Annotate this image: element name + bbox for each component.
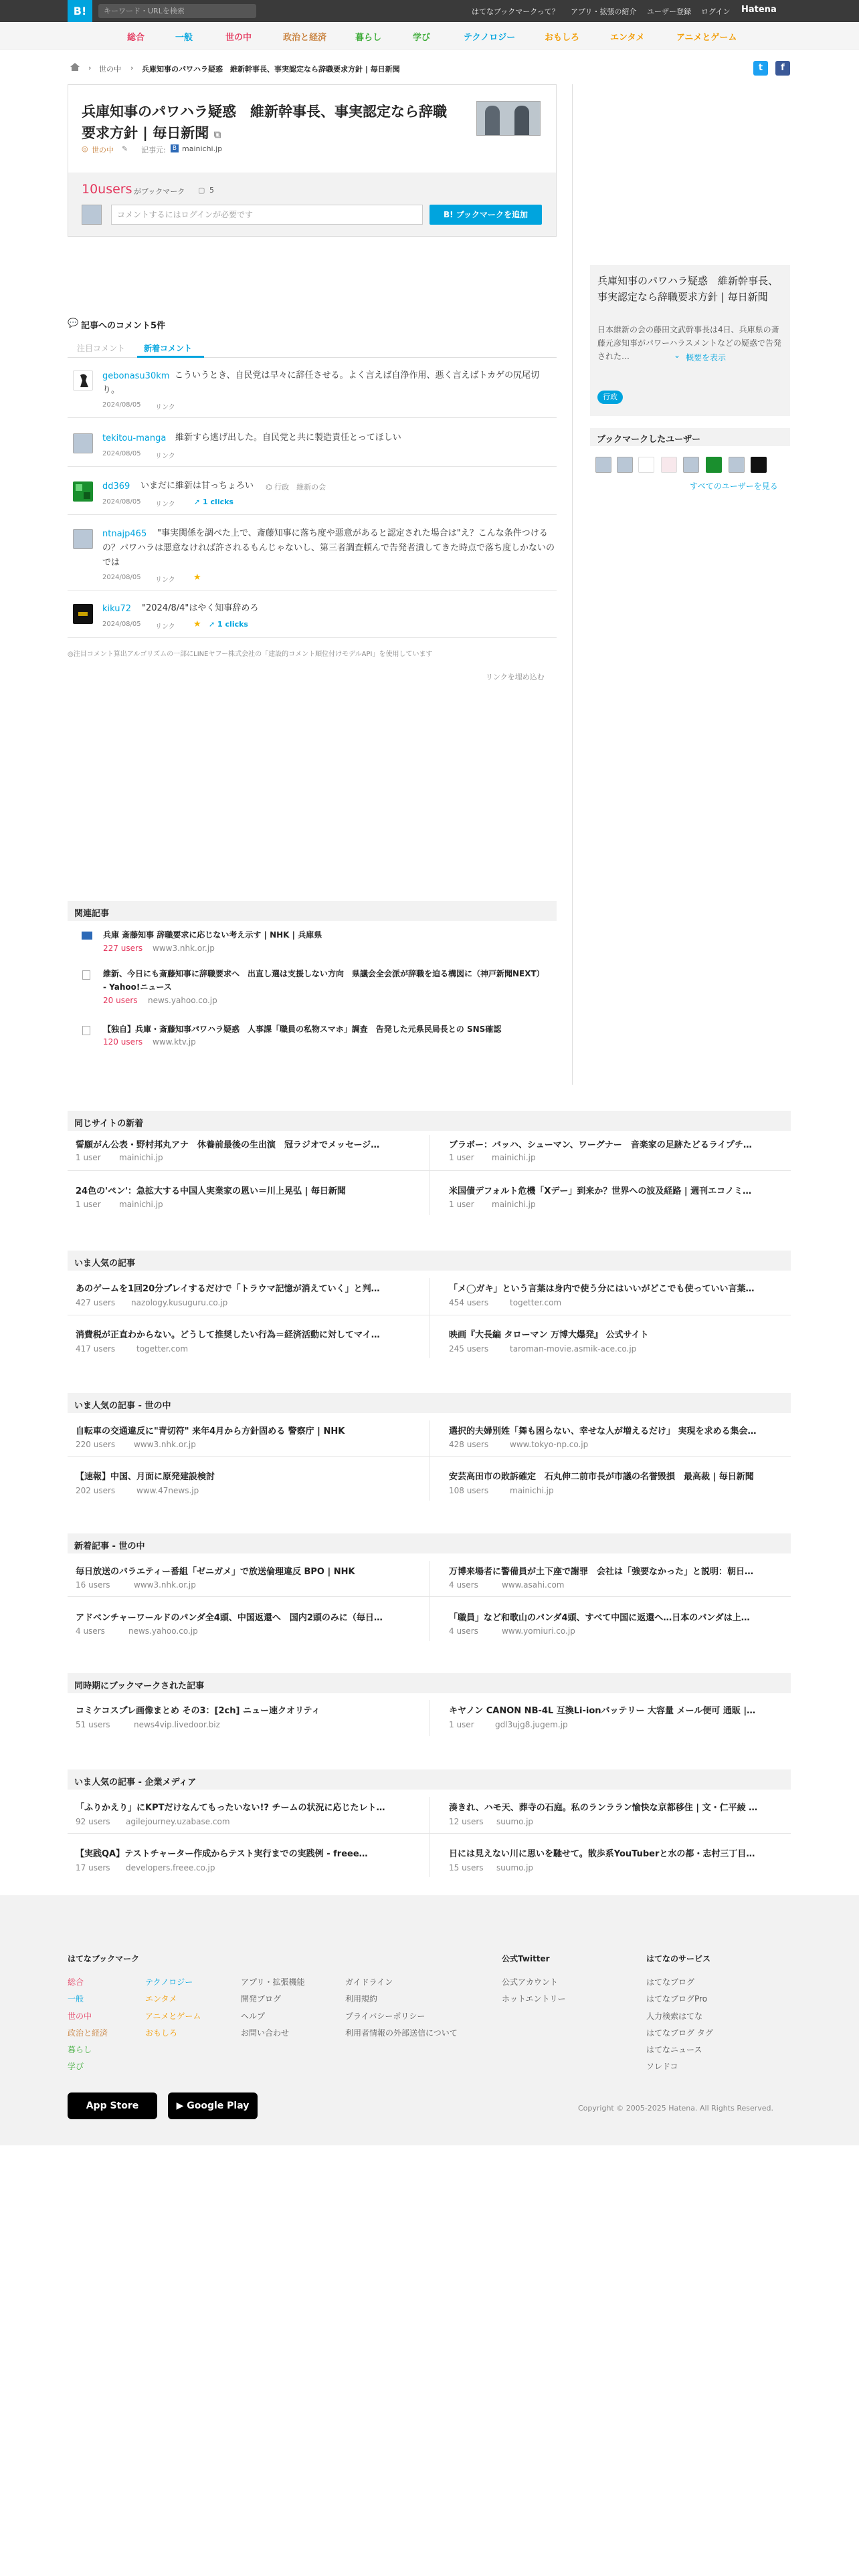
related-item-title[interactable]: 兵庫 斎藤知事 辞職要求に応じない考え示す | NHK | 兵庫県 [103,930,322,940]
register-link[interactable]: ユーザー登録 [647,7,691,16]
document-icon [82,970,90,980]
related-heading: 関連記事 [74,909,110,919]
list-item-users[interactable]: 12 users [449,1817,484,1826]
list-item-site[interactable]: www.asahi.com [502,1580,565,1590]
footer-link[interactable]: ヘルプ [241,2012,266,2021]
list-item-title[interactable]: 24色の'ペン'：急拡大する中国人実業家の恩い＝川上晃弘 | 毎日新聞 [76,1186,346,1196]
avatar[interactable] [683,457,699,473]
avatar[interactable] [73,481,93,502]
footer-services-heading: はてなのサービス [646,1954,711,1963]
list-item-users[interactable]: 454 users [449,1298,489,1307]
list-item-users[interactable]: 108 users [449,1486,489,1495]
comment-link[interactable]: リンク [155,453,175,460]
bookmark-users-count[interactable]: 10users [82,182,132,197]
list-item-users[interactable]: 4 users [76,1626,105,1636]
bookmark-count: 5 [209,186,214,195]
footer-twitter-heading: 公式Twitter [502,1954,550,1963]
clicks-count[interactable]: ➚ 1 clicks [209,620,248,629]
list-item-site[interactable]: taroman-movie.asmik-ace.co.jp [510,1344,637,1354]
section-heading: いま人気の記事 - 世の中 [74,1401,171,1411]
section-heading-bar [68,1251,791,1271]
section-heading: いま人気の記事 [74,1259,136,1269]
avatar[interactable] [73,529,93,549]
footer-link[interactable]: プライバシーポリシー [345,2012,425,2021]
footer-link[interactable]: アプリ・拡張機能 [241,1977,305,1987]
footer-link[interactable]: 暮らし [68,2045,92,2054]
login-link[interactable]: ログイン [701,7,731,16]
nav-anime-game[interactable]: アニメとゲーム [676,33,737,43]
hatena-bookmark-logo[interactable]: B! [68,0,92,22]
section-heading-bar [68,1111,791,1131]
list-item-title[interactable]: 「メ◯ガキ」という言葉は身内で使う分にはいいがどこでも使っていい言葉… [449,1284,755,1294]
comment-user[interactable]: gebonasu30km [102,371,170,381]
footer-link[interactable]: 公式アカウント [502,1977,558,1987]
list-item-title[interactable]: 日には見えない川に思いを馳せて。散歩系YouTuberと水の都・志村三丁目… [449,1849,755,1859]
comment-link[interactable]: リンク [155,576,175,584]
star-icon[interactable]: ★ [193,572,201,582]
tab-popular-comments[interactable]: 注目コメント [77,344,126,353]
related-item-site[interactable]: www3.nhk.or.jp [153,944,215,953]
avatar[interactable] [638,457,654,473]
comment-text: "事実関係を調べた上で、斎藤知事に落ち度や悪意があると認定された場合は"え？こんな条件つけるの？パワハラは悪意なければ許されるもんじゃないし、第三者調査頼んで告発者潰してきた時点で落ち度しかないのでは [102,528,555,568]
breadcrumb-category[interactable]: 世の中 [99,65,121,74]
list-item-site[interactable]: www.47news.jp [136,1486,199,1495]
comment-user[interactable]: dd369 [102,481,130,492]
comment-icon: 💬 [68,318,79,328]
list-item-site[interactable]: www3.nhk.or.jp [134,1440,196,1449]
footer-link[interactable]: ホットエントリー [502,1994,566,2004]
avatar[interactable] [73,433,93,453]
comment-date[interactable]: 2024/08/05 [102,401,141,409]
avatar[interactable] [73,604,93,624]
list-item-users[interactable]: 245 users [449,1344,489,1354]
nav-technology[interactable]: テクノロジー [464,33,516,43]
footer-link[interactable]: アニメとゲーム [145,2012,201,2021]
section-heading: 新着記事 - 世の中 [74,1541,145,1551]
nav-general[interactable]: 総合 [127,33,145,43]
comment-tags: ⌬ 行政 維新の会 [266,483,326,492]
footer-link[interactable]: 利用規約 [345,1994,378,2004]
footer-link[interactable]: 人力検索はてな [646,2012,703,2021]
list-item-title[interactable]: 消費税が正直わからない。どうして推奨したい行為＝経済活動に対してマイ… [76,1330,380,1340]
star-icon[interactable]: ★ [193,619,201,629]
nav-learning[interactable]: 学び [413,33,431,43]
comments-heading: 記事へのコメント5件 [81,321,166,331]
play-icon: ▶ [176,2101,187,2111]
comment-date[interactable]: 2024/08/05 [102,574,141,581]
list-item-users[interactable]: 1 user [449,1200,474,1209]
footer-link[interactable]: はてなブログ タグ [646,2028,713,2038]
comment-input[interactable]: コメントするにはログインが必要です [111,205,423,225]
related-item-users[interactable]: 120 users [103,1037,143,1047]
section-heading-bar [68,1533,791,1553]
google-play-badge[interactable]: ▶ Google Play [168,2092,258,2119]
twitter-share-icon[interactable]: t [753,61,768,76]
comment-date[interactable]: 2024/08/05 [102,450,141,457]
avatar[interactable] [595,457,611,473]
section-heading-bar [68,1393,791,1413]
category-nav [0,22,859,49]
list-item-site[interactable]: news.yahoo.co.jp [128,1626,198,1636]
comment-algorithm-note: ◎注目コメント算出アルゴリズムの一部にLINEヤフー株式会社の「建設的コメント順位付けモデルAPI」を使用しています [68,651,433,658]
footer-link[interactable]: はてなブログPro [646,1994,708,2004]
list-item-site[interactable]: mainichi.jp [119,1153,163,1162]
external-link-icon[interactable]: ⧉ [213,128,221,140]
avatar[interactable] [661,457,677,473]
footer-link[interactable]: 総合 [68,1977,84,1987]
tab-new-comments[interactable]: 新着コメント [144,344,193,353]
list-item-title[interactable]: キヤノン CANON NB-4L 互換Li-ionバッテリー 大容量 メール便可 通販 |… [449,1706,756,1716]
footer-link[interactable]: ソレドコ [646,2062,678,2071]
list-item-users[interactable]: 17 users [76,1863,110,1872]
list-item-title[interactable]: コミケコスプレ画像まとめ その3：[2ch] ニュー速クオリティ [76,1706,320,1716]
section-heading: 同じサイトの新着 [74,1119,144,1129]
list-item-users[interactable]: 428 users [449,1440,489,1449]
list-item-site[interactable]: www.yomiuri.co.jp [502,1626,575,1636]
related-item-site[interactable]: www.ktv.jp [153,1037,196,1047]
section-heading-bar [68,1673,791,1693]
chevron-down-icon[interactable]: ⌄ [674,350,681,360]
footer-link[interactable]: テクノロジー [145,1977,193,1987]
add-bookmark-button[interactable]: B! ブックマークを追加 [430,205,542,225]
avatar[interactable] [729,457,745,473]
list-item-title[interactable]: 選択的夫婦別姓「舞も困らない、幸せな人が増えるだけ」 実現を求める集会… [449,1426,757,1436]
list-item-title[interactable]: 安芸高田市の敗訴確定 石丸伸二前市長が市議の名誉毀損 最高裁 | 毎日新聞 [449,1472,754,1482]
entry-category[interactable]: 世の中 [92,146,114,154]
about-link[interactable]: はてなブックマークって？ [472,7,559,16]
home-icon[interactable] [70,62,80,72]
site-favicon [82,932,92,940]
source-label: 記事元: [141,146,166,154]
comment-user[interactable]: ntnajp465 [102,529,147,539]
avatar[interactable] [617,457,633,473]
avatar[interactable] [751,457,767,473]
list-item-users[interactable]: 51 users [76,1720,110,1729]
list-item-users[interactable]: 1 user [76,1153,101,1162]
document-icon [82,1026,90,1035]
list-item-title[interactable]: 映画『大長編 タローマン 万博大爆発』 公式サイト [449,1330,649,1340]
section-heading: 同時期にブックマークされた記事 [74,1681,205,1691]
clicks-count[interactable]: ➚ 1 clicks [194,498,233,506]
list-item-site[interactable]: togetter.com [510,1298,562,1307]
avatar[interactable] [706,457,722,473]
bookmark-label: がブックマーク [134,187,185,196]
footer-bookmark-heading: はてなブックマーク [68,1954,140,1963]
list-item-site[interactable]: mainichi.jp [510,1486,554,1495]
list-item-users[interactable]: 4 users [449,1626,478,1636]
comment-count-icon: ▢ [198,186,205,195]
breadcrumb-current: 兵庫知事のパワハラ疑惑 維新幹事長、事実認定なら辞職要求方針 | 毎日新聞 [142,65,400,74]
list-item-title[interactable]: 毎日放送のバラエティー番組「ゼニガメ」で放送倫理違反 BPO | NHK [76,1567,355,1577]
all-users-link[interactable]: すべてのユーザーを見る [690,481,778,491]
nav-ippan[interactable]: 一般 [175,33,193,43]
list-item-title[interactable]: 【速報】中国、月面に原発建設検討 [76,1472,215,1482]
footer-link[interactable]: 利用者情報の外部送信について [345,2028,458,2038]
list-item-site[interactable]: mainichi.jp [492,1200,536,1209]
footer-link[interactable]: 開発ブログ [241,1994,282,2004]
entry-title[interactable]: 兵庫知事のパワハラ疑惑 維新幹事長、事実認定なら辞職要求方針 | 毎日新聞 ⧉ [82,104,447,141]
list-item-title[interactable]: 【実践QA】テストチャーター作成からテスト実行までの実践例 - freee… [76,1849,368,1859]
copyright: Copyright © 2005-2025 Hatena. All Rights Reserved. [578,2104,774,2113]
footer-link[interactable]: はてなニュース [646,2045,702,2054]
list-item-site[interactable]: agilejourney.uzabase.com [126,1817,230,1826]
list-item-site[interactable]: suumo.jp [496,1817,534,1826]
footer-link[interactable]: ガイドライン [345,1977,393,1987]
entry-thumbnail[interactable] [476,101,541,136]
list-item-title[interactable]: アドベンチャーワールドのパンダ全4頭、中国返還へ 国内2頭のみに（毎日… [76,1613,383,1623]
comment-user[interactable]: kiku72 [102,604,132,614]
apps-link[interactable]: アプリ・拡張の紹介 [571,7,637,16]
list-item-site[interactable]: gdl3ujg8.jugem.jp [495,1720,568,1729]
list-item-users[interactable]: 1 user [449,1720,474,1729]
list-item-users[interactable]: 417 users [76,1344,116,1354]
comment-date[interactable]: 2024/08/05 [102,498,141,506]
list-item-site[interactable]: togetter.com [136,1344,189,1354]
entry-source[interactable]: mainichi.jp [182,144,223,153]
tag-badge[interactable]: 行政 [597,391,623,404]
footer-link[interactable]: 学び [68,2062,84,2071]
hatena-brand[interactable]: Hatena [741,5,777,15]
footer-link[interactable]: はてなブログ [646,1977,695,1987]
footer-link[interactable]: 世の中 [68,2012,92,2021]
show-summary-link[interactable]: 概要を表示 [686,353,727,362]
related-item-title[interactable]: 【独自】兵庫・斎藤知事パワハラ疑惑 人事課「職員の私物スマホ」調査 告発した元県民局長との SNS確認 [103,1025,502,1034]
comment-date[interactable]: 2024/08/05 [102,621,141,628]
list-item-site[interactable]: developers.freee.co.jp [126,1863,215,1872]
related-heading-bar [68,901,557,921]
breadcrumb-sep-icon: › [88,64,92,72]
list-item-users[interactable]: 4 users [449,1580,478,1590]
list-item-title[interactable]: ブラボー：バッハ、シューマン、ワーグナー 音楽家の足跡たどるライプチ… [449,1140,752,1150]
list-item-title[interactable]: 「ふりかえり」にKPTだけなんてもったいない!? チームの状況に応じたレト… [76,1803,385,1813]
nav-fun[interactable]: おもしろ [545,33,580,43]
nav-society[interactable]: 世の中 [225,33,252,43]
list-item-title[interactable]: 万博来場者に警備員が土下座で謝罪 会社は「強要なかった」と説明：朝日… [449,1567,754,1577]
category-icon: ◎ [82,144,88,153]
source-favicon: B [171,144,179,152]
comment-text: 維新すら逃げ出した。自民党と共に製造責任とってほしい [175,433,401,443]
facebook-share-icon[interactable]: f [775,61,790,76]
nav-life[interactable]: 暮らし [355,33,382,43]
nav-entertainment[interactable]: エンタメ [610,33,645,43]
section-heading-bar [68,1769,791,1790]
footer-link[interactable]: 一般 [68,1994,84,2004]
related-item-users[interactable]: 227 users [103,944,143,953]
bookmark-users-heading: ブックマークしたユーザー [597,435,701,445]
list-item-title[interactable]: 誓願がん公表・野村邦丸アナ 休養前最後の生出演 冠ラジオでメッセージ… [76,1140,380,1150]
section-heading: いま人気の記事 - 企業メディア [74,1778,197,1788]
related-item-users[interactable]: 20 users [103,996,138,1005]
list-item-site[interactable]: suumo.jp [496,1863,534,1872]
comment-link[interactable]: リンク [155,623,175,631]
list-item-title[interactable]: 「職員」など和歌山のパンダ4頭、すべて中国に返還へ…日本のパンダは上… [449,1613,750,1623]
list-item-users[interactable]: 202 users [76,1486,116,1495]
footer-link[interactable]: おもしろ [145,2028,178,2038]
comment-text: こういうとき、自民党は早々に辞任させる。よく言えば自浄作用、悪く言えばトカゲの尻尾切り。 [102,370,540,395]
list-item-site[interactable]: mainichi.jp [119,1200,163,1209]
app-store-badge[interactable]: App Store [68,2092,157,2119]
list-item-site[interactable]: news4vip.livedoor.biz [134,1720,220,1729]
list-item-title[interactable]: 自転車の交通違反に"青切符" 来年4月から方針固める 警察庁 | NHK [76,1426,345,1436]
avatar[interactable] [73,370,93,391]
list-item-users[interactable]: 1 user [76,1200,101,1209]
list-item-site[interactable]: www3.nhk.or.jp [134,1580,196,1590]
footer-link[interactable]: お問い合わせ [241,2028,290,2038]
footer-link[interactable]: 政治と経済 [68,2028,108,2038]
comment-text: "2024/8/4"はやく知事辞めろ [142,603,259,613]
list-item-site[interactable]: mainichi.jp [492,1153,536,1162]
list-item-site[interactable]: www.tokyo-np.co.jp [510,1440,589,1449]
related-item-title[interactable]: 維新、今日にも斎藤知事に辞職要求へ 出直し選は支援しない方向 県議会全会派が辞職を迫る構図に（神戸新聞NEXT） - Yahoo!ニュース [103,969,545,992]
embed-link[interactable]: リンクを埋め込む [486,673,545,681]
list-item-users[interactable]: 427 users [76,1298,116,1307]
sidebar-summary-text: 日本維新の会の藤田文武幹事長は4日、兵庫県の斎藤元彦知事がパワーハラスメントなどの疑惑で告発された… [597,325,782,361]
footer-link[interactable]: エンタメ [145,1994,177,2004]
edit-icon[interactable]: ✎ [122,144,128,153]
sidebar-title[interactable]: 兵庫知事のパワハラ疑惑 維新幹事長、事実認定なら辞職要求方針 | 毎日新聞 [597,275,779,303]
list-item-title[interactable]: 米国債デフォルト危機「Xデー」到来か？世界への波及経路 | 週刊エコノミ… [449,1186,752,1196]
comment-link[interactable]: リンク [155,404,175,411]
global-header [0,0,859,22]
list-item-users[interactable]: 16 users [76,1580,110,1590]
list-item-users[interactable]: 1 user [449,1153,474,1162]
related-item-site[interactable]: news.yahoo.co.jp [148,996,217,1005]
avatar [82,205,102,225]
list-item-users[interactable]: 15 users [449,1863,484,1872]
comment-user[interactable]: tekitou-manga [102,433,167,443]
breadcrumb-sep-icon: › [130,64,134,72]
comment-link[interactable]: リンク [155,501,175,508]
list-item-site[interactable]: nazology.kusuguru.co.jp [131,1298,228,1307]
list-item-title[interactable]: あのゲームを1回20分プレイするだけで「トラウマ記憶が消えていく」と判… [76,1284,380,1294]
search-input[interactable]: キーワード・URLを検索 [98,4,256,18]
list-item-title[interactable]: 湊きれ、ハモ天、葬寺の石庭。私のランララン愉快な京都移住 | 文・仁平綾 … [449,1803,758,1813]
list-item-users[interactable]: 220 users [76,1440,116,1449]
comment-text: いまだに維新は甘っちょろい [140,481,254,491]
list-item-users[interactable]: 92 users [76,1817,110,1826]
nav-politics[interactable]: 政治と経済 [283,33,327,43]
